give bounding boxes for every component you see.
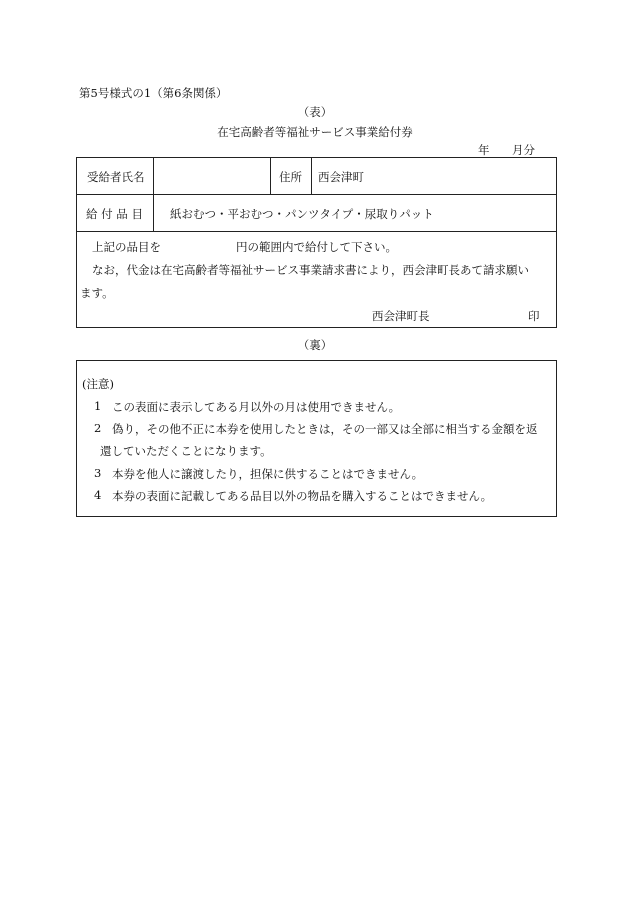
- mayor-label: 西会津町長: [372, 309, 430, 323]
- back-side-label: （裏）: [297, 338, 333, 352]
- note-text: 偽り，その他不正に本券を使用したときは，その一部又は全部に相当する金額を返: [112, 422, 538, 436]
- note-number: 2: [94, 421, 102, 435]
- date-month-label: 月分: [512, 143, 535, 157]
- recipient-name-label: 受給者氏名: [87, 170, 145, 184]
- items-label: 給 付 品 目: [86, 207, 143, 221]
- front-side-label: （表）: [297, 105, 333, 119]
- label-column-divider: [153, 157, 154, 231]
- address-value: 西会津町: [318, 170, 364, 184]
- items-value: 紙おむつ・平おむつ・パンツタイプ・尿取りパット: [170, 207, 434, 221]
- note-text: 本券を他人に譲渡したり，担保に供することはできません。: [112, 467, 424, 481]
- instruction-line-1a: 上記の品目を: [92, 240, 161, 254]
- row-divider-2: [76, 231, 557, 232]
- address-label-divider: [311, 157, 312, 194]
- date-year-label: 年: [478, 143, 490, 157]
- name-value-divider: [270, 157, 271, 194]
- row-divider-1: [76, 194, 557, 195]
- seal-mark: 印: [528, 309, 540, 323]
- form-title: 在宅高齢者等福祉サービス事業給付券: [217, 125, 413, 139]
- instruction-line-3: ます。: [80, 286, 114, 300]
- address-label: 住所: [279, 170, 302, 184]
- note-number: 3: [94, 466, 102, 480]
- note-text: この表面に表示してある月以外の月は使用できません。: [112, 400, 401, 414]
- instruction-line-2: なお，代金は在宅高齢者等福祉サービス事業請求書により，西会津町長あて請求願い: [92, 263, 529, 277]
- notes-title: (注意): [82, 377, 114, 391]
- note-text: 本券の表面に記載してある品目以外の物品を購入することはできません。: [112, 489, 493, 503]
- note-text-continued: 還していただくことになります。: [100, 444, 272, 458]
- note-number: 4: [94, 488, 102, 502]
- form-id: 第5号様式の1（第6条関係）: [79, 86, 228, 100]
- instruction-line-1b: 円の範囲内で給付して下さい。: [236, 240, 397, 254]
- note-number: 1: [94, 399, 102, 413]
